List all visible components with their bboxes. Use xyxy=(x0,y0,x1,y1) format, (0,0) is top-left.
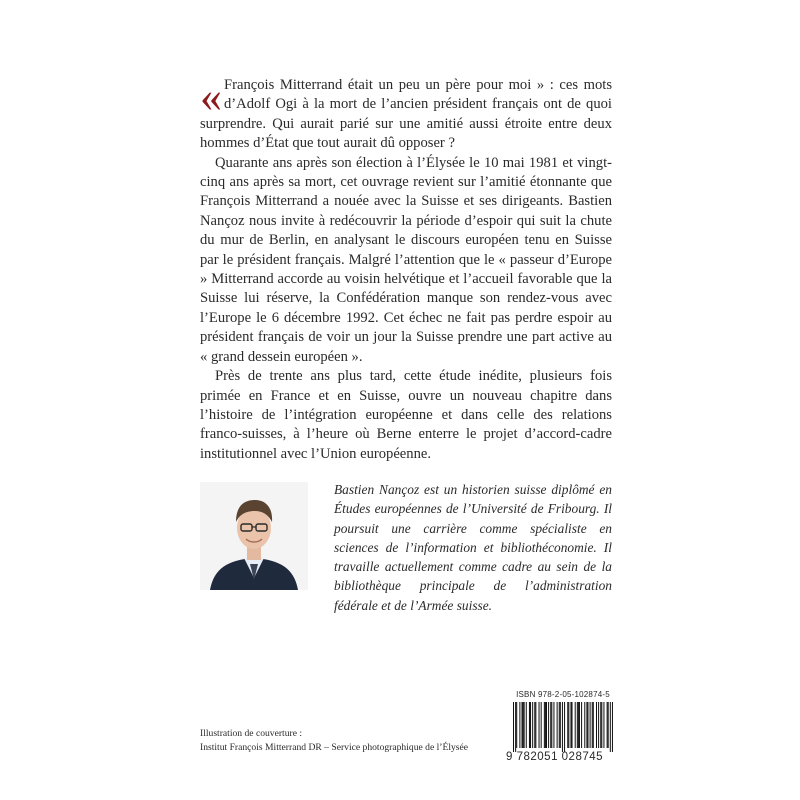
barcode-digits: 9 782051 028745 xyxy=(506,751,604,763)
blurb-paragraph-3: Près de trente ans plus tard, cette étude inédite, plusieurs fois primée en France et en Suisse, ouvre un nouveau chapitre dans l’histoire de l’intégration européenne et dans celle des relations franco-suisses, à l’heure où Berne enterre le projet d’accord-cadre institutionnel avec l’Union européenne. xyxy=(200,368,612,462)
credit-line-1: Illustration de couverture : xyxy=(200,728,303,739)
author-photo xyxy=(200,482,308,590)
isbn-label: ISBN 978-2-05-102874-5 xyxy=(516,690,610,699)
credit-line-2: Institut François Mitterrand DR – Service photographique de l’Élysée xyxy=(200,742,469,753)
author-portrait-icon xyxy=(200,482,308,590)
blurb-paragraph-2: Quarante ans après son élection à l’Élysée le 10 mai 1981 et vingt-cinq ans après sa mort, cet ouvrage revient sur l’amitié étonnante que François Mitterrand a nouée avec la Suisse et ses dirigeants. Bastien Nançoz nous invite à redécouvrir la période d’espoir qui suit la chute du mur de Berlin, en analysant le discours européen tenu en Suisse par le président français. Malgré l’attention que le « passeur d’Europe » Mitterrand accorde au voisin helvétique et l’accueil favorable que la Suisse lui réserve, la Confédération manque son rendez-vous avec l’Europe le 6 décembre 1992. Cet échec ne fait pas perdre espoir au président français de voir un jour la Suisse prendre une part active au « grand dessein européen ». xyxy=(200,154,612,365)
author-bio: Bastien Nançoz est un historien suisse diplômé en Études européennes de l’Université de Fribourg. Il poursuit une carrière comme spécialiste en sciences de l’information et bibliothéconomie. Il travaille actuellement comme cadre au sein de la bibliothèque principale de l’administration fédérale et de l’Armée suisse. xyxy=(334,482,612,613)
cover-illustration-credit xyxy=(200,727,500,755)
opening-quote-mark: « xyxy=(200,72,222,121)
blurb-paragraph-1 xyxy=(200,72,612,154)
back-cover-blurb xyxy=(200,72,612,464)
barcode-icon xyxy=(513,702,613,752)
blurb-paragraph-1-text: François Mitterrand était un peu un père pour moi » : ces mots d’Adolf Ogi à la mort de l’ancien président français ont de quoi surprendre. Qui aurait parié sur une amitié aussi étroite entre deux hommes d’État que tout aurait dû opposer ? xyxy=(200,77,612,152)
